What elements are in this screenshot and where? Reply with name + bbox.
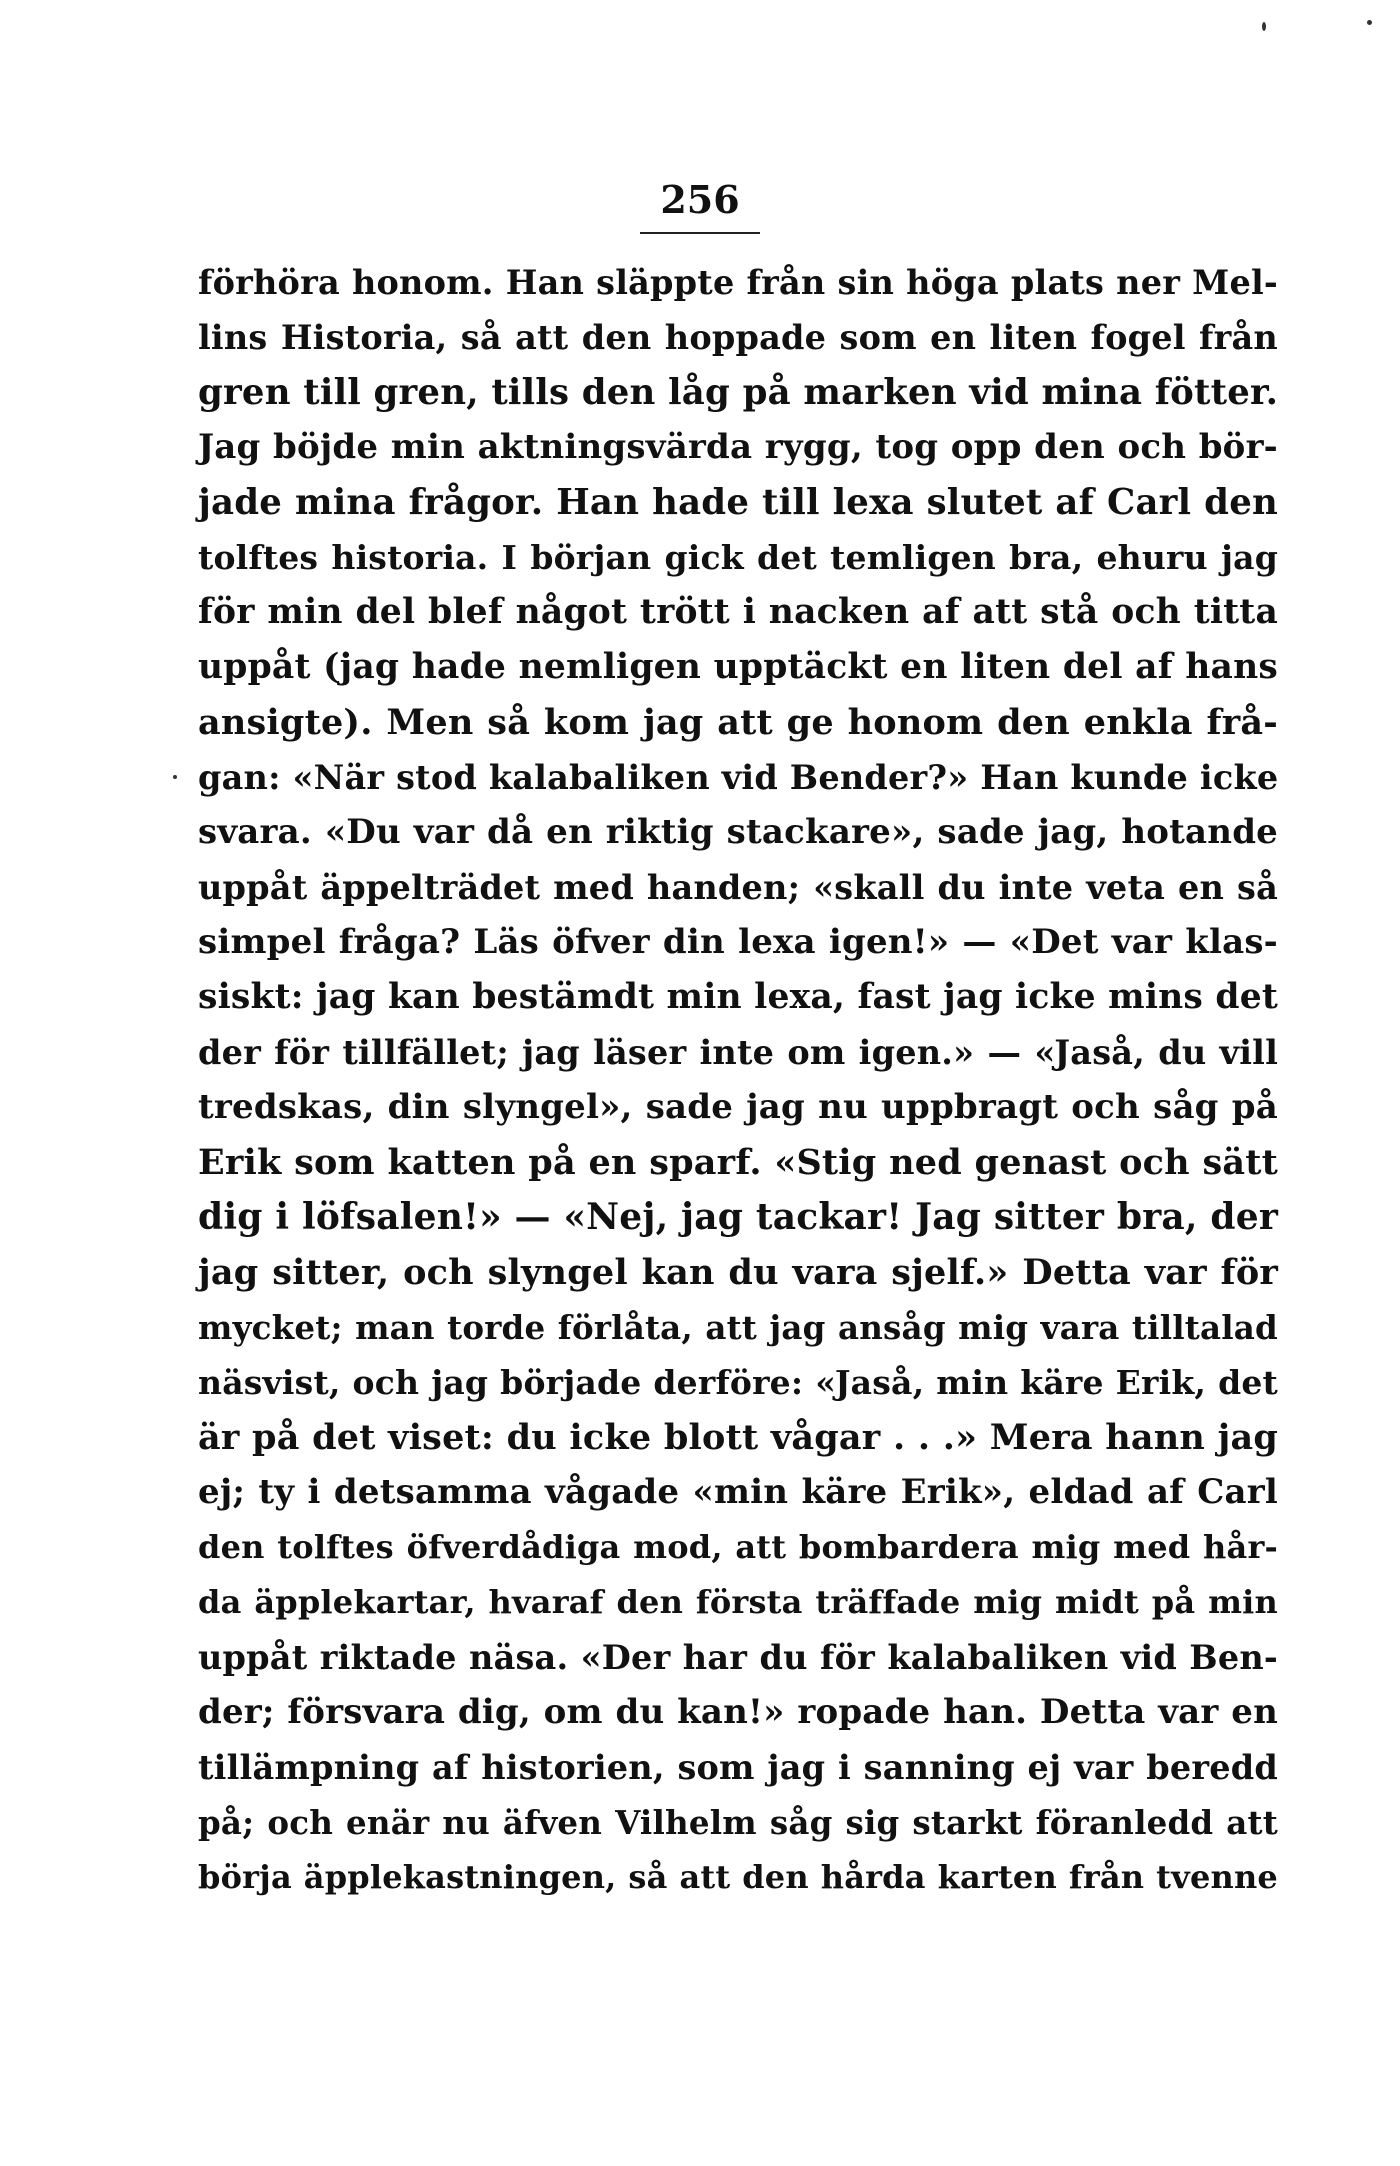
text-line: da äpplekartar, hvaraf den första träffade mig midt på min bbox=[198, 1583, 1278, 1621]
text-line: siskt: jag kan bestämdt min lexa, fast jag icke mins det bbox=[198, 977, 1278, 1017]
text-line: der; försvara dig, om du kan!» ropade han. Detta var en bbox=[198, 1692, 1278, 1732]
text-line: mycket; man torde förlåta, att jag ansåg mig vara tilltalad bbox=[198, 1308, 1278, 1347]
text-line: uppåt (jag hade nemligen upptäckt en liten del af hans bbox=[198, 647, 1278, 687]
text-line: gan: «När stod kalabaliken vid Bender?» Han kunde icke bbox=[198, 758, 1279, 797]
text-line: tillämpning af historien, som jag i sanning ej var beredd bbox=[198, 1748, 1278, 1787]
text-line: dig i löfsalen!» — «Nej, jag tackar! Jag sitter bra, der bbox=[198, 1196, 1279, 1238]
text-line: Jag böjde min aktningsvärda rygg, tog opp den och bör- bbox=[198, 427, 1278, 467]
text-line: simpel fråga? Läs öfver din lexa igen!» — «Det var klas- bbox=[198, 922, 1278, 962]
text-line: förhöra honom. Han släppte från sin höga plats ner Mel- bbox=[198, 263, 1278, 302]
text-line: jade mina frågor. Han hade till lexa slutet af Carl den bbox=[198, 482, 1278, 523]
text-line: der för tillfället; jag läser inte om igen.» — «Jaså, du vill bbox=[198, 1033, 1278, 1072]
text-line: jag sitter, och slyngel kan du vara sjelf.» Detta var för bbox=[198, 1252, 1278, 1293]
text-line: ansigte). Men så kom jag att ge honom den enkla frå- bbox=[198, 702, 1278, 743]
body-text bbox=[198, 255, 1278, 1905]
text-line: gren till gren, tills den låg på marken vid mina fötter. bbox=[198, 372, 1279, 413]
scan-speck bbox=[173, 775, 177, 779]
text-line: uppåt äppelträdet med handen; «skall du inte veta en så bbox=[198, 868, 1278, 907]
text-line: är på det viset: du icke blott vågar . . .» Mera hann jag bbox=[198, 1417, 1278, 1458]
text-line: Erik som katten på en sparf. «Stig ned genast och sätt bbox=[198, 1142, 1278, 1183]
text-line: för min del blef något trött i nacken af att stå och titta bbox=[198, 592, 1278, 632]
text-line: börja äpplekastningen, så att den hårda karten från tvenne bbox=[198, 1858, 1278, 1896]
text-line: tolftes historia. I början gick det temligen bra, ehuru jag bbox=[198, 538, 1278, 577]
text-line: på; och enär nu äfven Vilhelm såg sig starkt föranledd att bbox=[198, 1803, 1278, 1842]
text-line: svara. «Du var då en riktig stackare», sade jag, hotande bbox=[198, 812, 1278, 852]
scan-speck bbox=[1367, 20, 1372, 25]
scan-speck bbox=[1262, 22, 1266, 31]
page-number-rule bbox=[640, 232, 760, 234]
text-line: uppåt riktade näsa. «Der har du för kalabaliken vid Ben- bbox=[198, 1638, 1278, 1677]
page-number: 256 bbox=[660, 177, 740, 222]
text-line: näsvist, och jag började derföre: «Jaså, min käre Erik, det bbox=[198, 1363, 1278, 1402]
text-line: den tolftes öfverdådiga mod, att bombardera mig med hår- bbox=[198, 1528, 1278, 1566]
text-line: ej; ty i detsamma vågade «min käre Erik», eldad af Carl bbox=[198, 1472, 1278, 1512]
text-line: lins Historia, så att den hoppade som en liten fogel från bbox=[198, 318, 1278, 357]
text-line: tredskas, din slyngel», sade jag nu uppbragt och såg på bbox=[198, 1087, 1278, 1127]
